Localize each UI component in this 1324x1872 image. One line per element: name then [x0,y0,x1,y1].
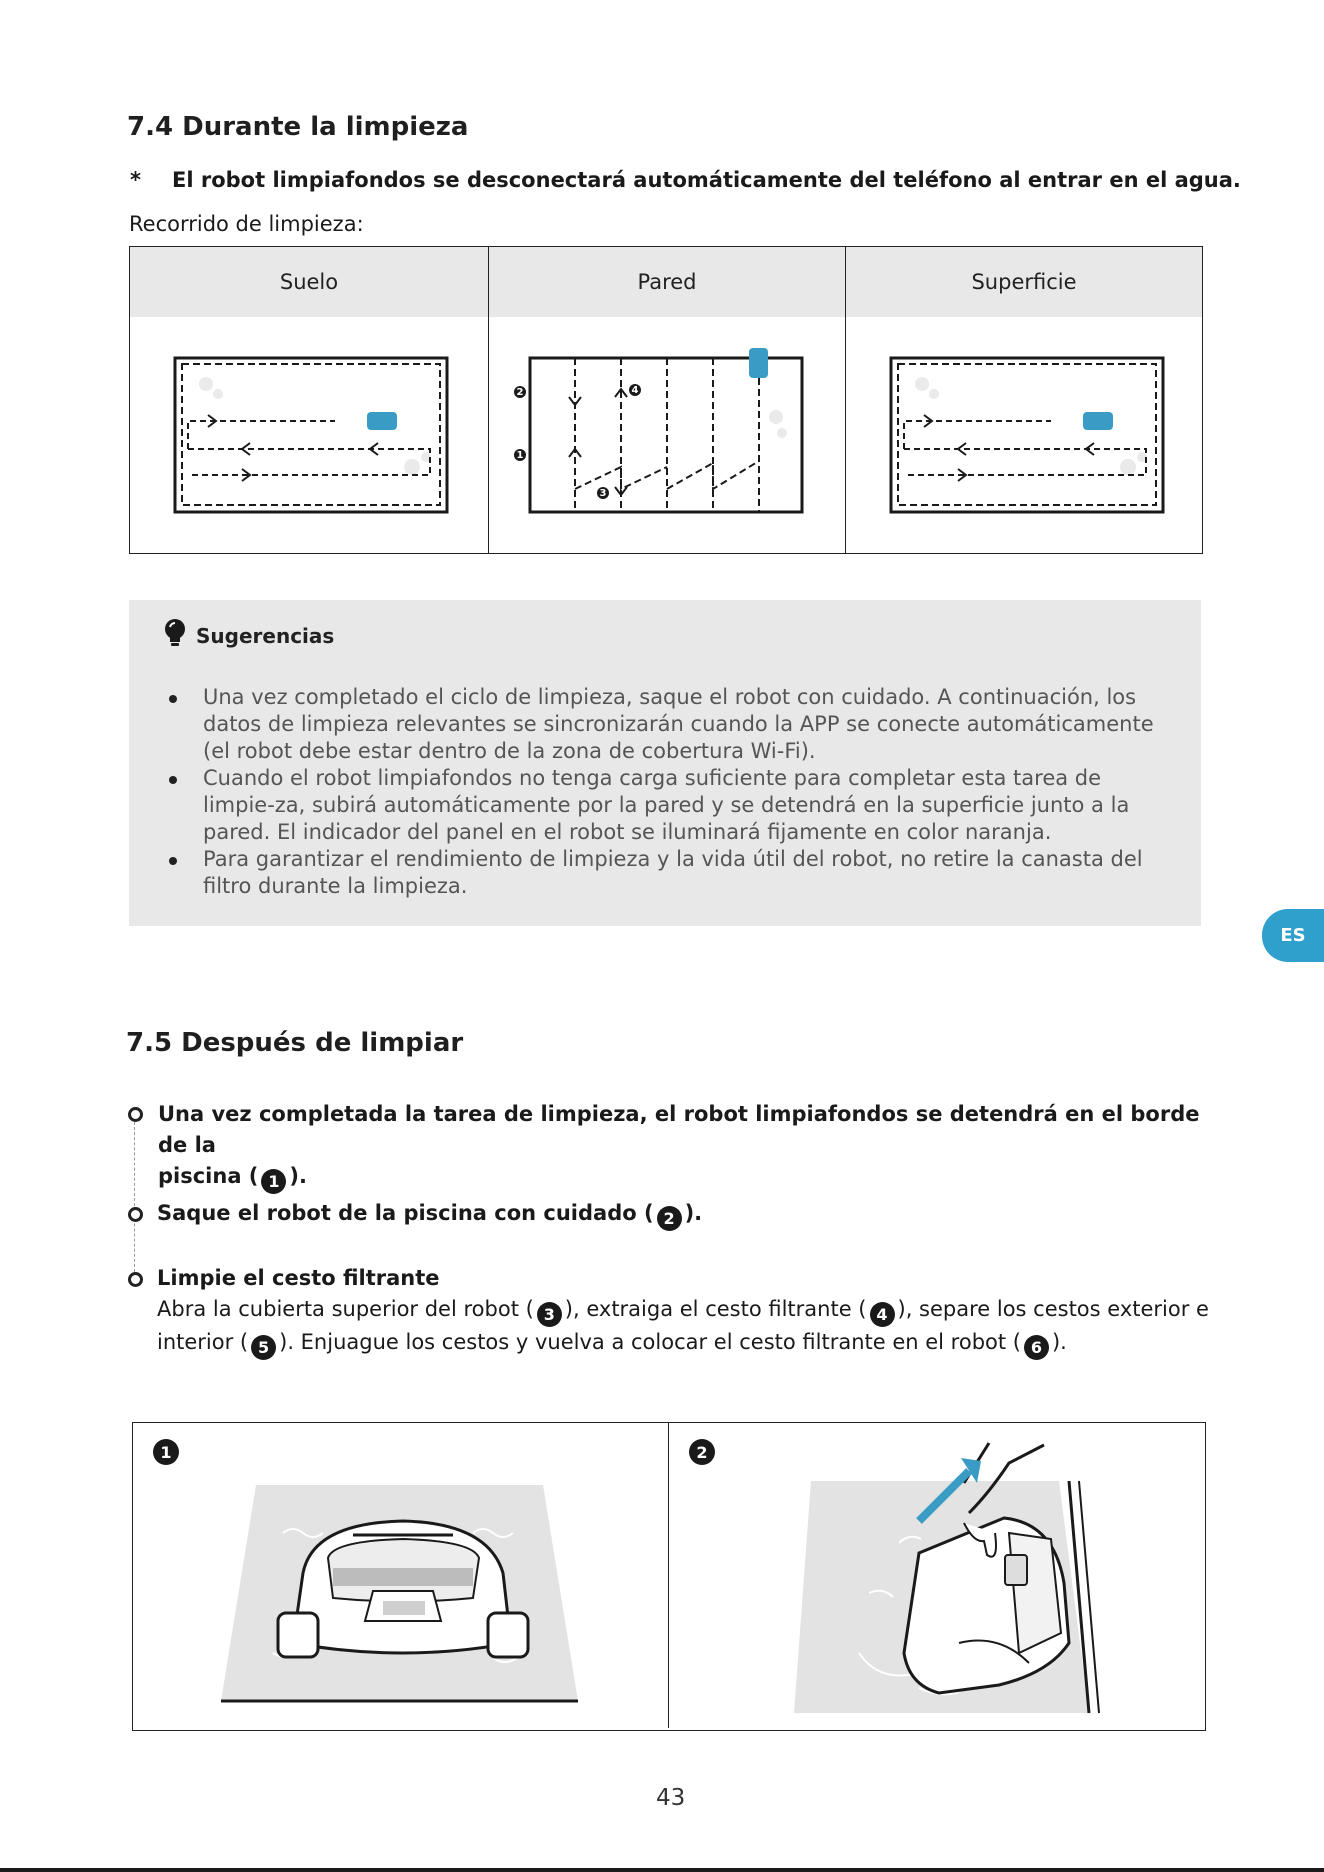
surface-path-diagram [846,317,1202,553]
step-text: ). [684,1201,703,1225]
tip-item: Cuando el robot limpiafondos no tenga carga suficiente para completar esta tarea de limpie-za, subirá automáticamente por la pared y se detendrá en la superficie junto a la pared. El indicador del panel en el robot se iluminará fijamente en color naranja. [129,765,1179,846]
figure-ref-badge: 5 [251,1335,276,1360]
step-bullet [128,1207,143,1222]
svg-text:3: 3 [599,488,607,499]
path-column-header: Pared [489,247,845,317]
path-column-header: Suelo [130,247,488,317]
asterisk-marker: * [130,168,141,192]
wall-path-illustration [489,317,846,553]
surface-path-illustration [846,317,1203,553]
cleaning-path-table [129,246,1203,554]
language-tab-es[interactable]: ES [1262,909,1324,962]
illustration-table [132,1422,1206,1731]
figure-ref-badge: 1 [261,1169,286,1194]
svg-text:2: 2 [516,387,524,398]
step-bullet [128,1272,143,1287]
figure-ref-badge: 2 [657,1206,682,1231]
lightbulb-icon [163,618,187,648]
step-text: ), separe los cestos exterior e [897,1297,1209,1321]
section-title-7-5: 7.5 Después de limpiar [126,1028,464,1058]
tip-item: Una vez completado el ciclo de limpieza, saque el robot con cuidado. A continuación, los datos de limpieza relevantes se sincronizarán cuando la APP se conecte automáticamente (el robot debe estar dentro de la zona de cobertura Wi-Fi). [129,684,1179,765]
step-clean-filter [157,1263,1217,1360]
step-text: ). [1051,1330,1067,1354]
step-text: ), extraiga el cesto filtrante ( [564,1297,867,1321]
tips-title: Sugerencias [196,624,335,648]
step-text: interior ( [157,1330,249,1354]
figure-ref-badge: 4 [870,1302,895,1327]
warning-note-text: El robot limpiafondos se desconectará automáticamente del teléfono al entrar en el agua. [172,168,1241,192]
path-column-wall [488,247,845,553]
figure-ref-badge: 6 [1024,1335,1049,1360]
floor-path-diagram [130,317,488,553]
robot-at-edge-illustration [133,1423,668,1728]
remove-robot-illustration [669,1423,1204,1728]
bottom-edge-rule [0,1868,1324,1872]
figure-number-badge: 1 [153,1439,179,1465]
svg-text:1: 1 [516,450,524,461]
tips-list [129,684,1179,900]
tips-box [129,600,1201,926]
step-text: Abra la cubierta superior del robot ( [157,1297,534,1321]
cleaning-path-intro: Recorrido de limpieza: [129,212,364,236]
tip-item: Para garantizar el rendimiento de limpieza y la vida útil del robot, no retire la canasta del filtro durante la limpieza. [129,846,1179,900]
floor-path-illustration [130,317,488,553]
path-column-header: Superficie [846,247,1202,317]
path-column-surface [845,247,1202,553]
step-bullet [128,1107,143,1122]
wall-path-diagram [489,317,845,553]
svg-text:4: 4 [631,385,639,396]
steps-connector-line [134,1122,135,1272]
figure-number-badge: 2 [689,1439,715,1465]
step-text: Saque el robot de la piscina con cuidado ( [157,1201,654,1225]
step-stop-at-edge [158,1099,1218,1194]
step-title: Limpie el cesto filtrante [157,1266,440,1290]
figure-ref-badge: 3 [537,1302,562,1327]
step-text: Una vez completada la tarea de limpieza, el robot limpiafondos se detendrá en el borde de la [158,1102,1200,1157]
path-column-floor [130,247,488,553]
figure-remove-robot [668,1423,1203,1728]
step-remove-robot [157,1198,1217,1231]
step-text: piscina ( [158,1164,259,1188]
step-text: ). Enjuague los cestos y vuelva a colocar el cesto filtrante en el robot ( [279,1330,1021,1354]
figure-robot-at-pool-edge [133,1423,668,1728]
page-number: 43 [656,1785,686,1811]
warning-note [130,168,1241,198]
section-title-7-4: 7.4 Durante la limpieza [127,112,469,142]
step-text: ). [289,1164,307,1188]
